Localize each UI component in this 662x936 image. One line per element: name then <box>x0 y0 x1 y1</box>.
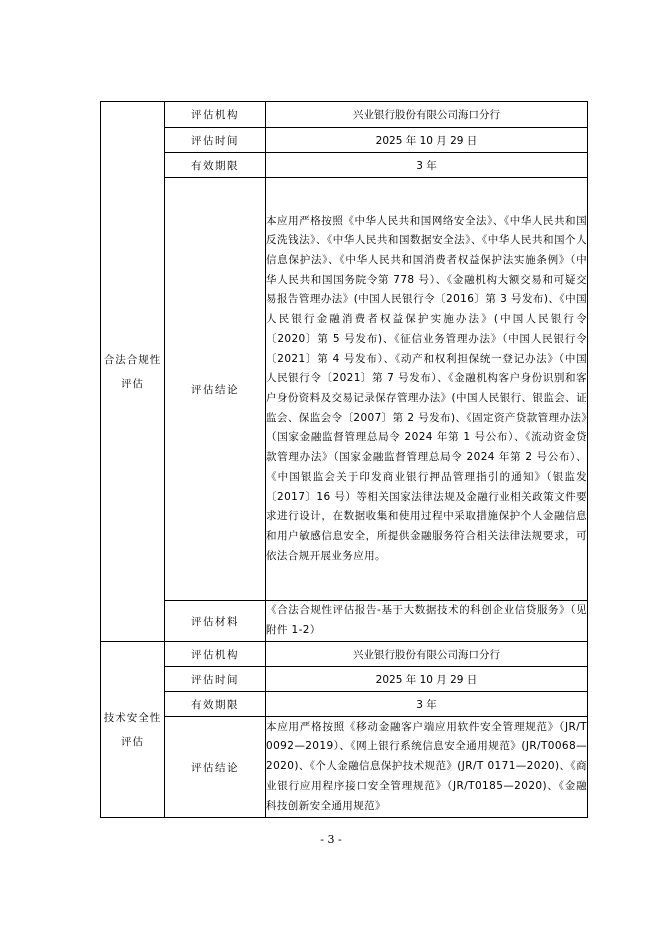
row-label: 评估结论 <box>165 717 266 818</box>
row-value: 2025 年 10 月 29 日 <box>266 128 588 153</box>
table-row <box>101 102 588 128</box>
row-label: 评估机构 <box>165 102 266 128</box>
row-label: 评估材料 <box>165 601 266 642</box>
row-label: 有效期限 <box>165 692 266 717</box>
row-label: 评估时间 <box>165 128 266 153</box>
row-value: 兴业银行股份有限公司海口分行 <box>266 102 588 128</box>
category-cell: 技术安全性评估 <box>101 642 165 818</box>
table-row <box>101 128 588 153</box>
row-value: 3 年 <box>266 692 588 717</box>
row-label: 评估结论 <box>165 178 266 601</box>
table-row <box>101 153 588 178</box>
row-value: 3 年 <box>266 153 588 178</box>
row-label: 评估机构 <box>165 642 266 667</box>
row-label: 有效期限 <box>165 153 266 178</box>
row-label: 评估时间 <box>165 667 266 692</box>
table-row <box>101 642 588 667</box>
category-cell: 合法合规性评估 <box>101 102 165 642</box>
table-row <box>101 667 588 692</box>
conclusion-text: 本应用严格按照《移动金融客户端应用软件安全管理规范》（JR/T 0092—2019）、《网上银行系统信息安全通用规范》(JR/T0068—2020)、《个人金融信息保护技术规范》(JR/T 0171—2020)、《商业银行应用程序接口安全管理规范》（JR/T0185—2020)、《金融科技创新安全通用规范》 <box>266 717 588 818</box>
table-row <box>101 717 588 818</box>
materials-text: 《合法合规性评估报告-基于大数据技术的科创企业信贷服务》（见附件 1-2） <box>266 601 588 642</box>
assessment-table <box>100 101 588 818</box>
row-value: 兴业银行股份有限公司海口分行 <box>266 642 588 667</box>
table-row <box>101 692 588 717</box>
conclusion-text: 本应用严格按照《中华人民共和国网络安全法》、《中华人民共和国反洗钱法》、《中华人民共和国数据安全法》、《中华人民共和国个人信息保护法》、《中华人民共和国消费者权益保护法实施条例》（中华人民共和国国务院令第 778 号）、《金融机构大额交易和可疑交易报告管理办法》(中国人民银行令〔2016〕第 3 号发布)、《中国人民银行金融消费者权益保护实施办法》(中国人民银行令〔2020〕第 5 号发布)、《征信业务管理办法》（中国人民银行令〔2021〕第 4 号发布）、《动产和权利担保统一登记办法》（中国人民银行令〔2021〕第 7 号发布）、《金融机构客户身份识别和客户身份资料及交易记录保存管理办法》(中国人民银行、银监会、证监会、保监会令〔2007〕第 2 号发布)、《固定资产贷款管理办法》（国家金融监督管理总局令 2024 年第 1 号公布）、《流动资金贷款管理办法》（国家金融监督管理总局令 2024 年第 2 号公布）、《中国银监会关于印发商业银行押品管理指引的通知》（银监发〔2017〕16 号）等相关国家法律法规及金融行业相关政策文件要求进行设计，在数据收集和使用过程中采取措施保护个人金融信息和用户敏感信息安全，所提供金融服务符合相关法律法规要求，可依法合规开展业务应用。 <box>266 178 588 601</box>
table-row <box>101 601 588 642</box>
page-number: - 3 - <box>320 833 342 846</box>
table-row <box>101 178 588 601</box>
row-value: 2025 年 10 月 29 日 <box>266 667 588 692</box>
